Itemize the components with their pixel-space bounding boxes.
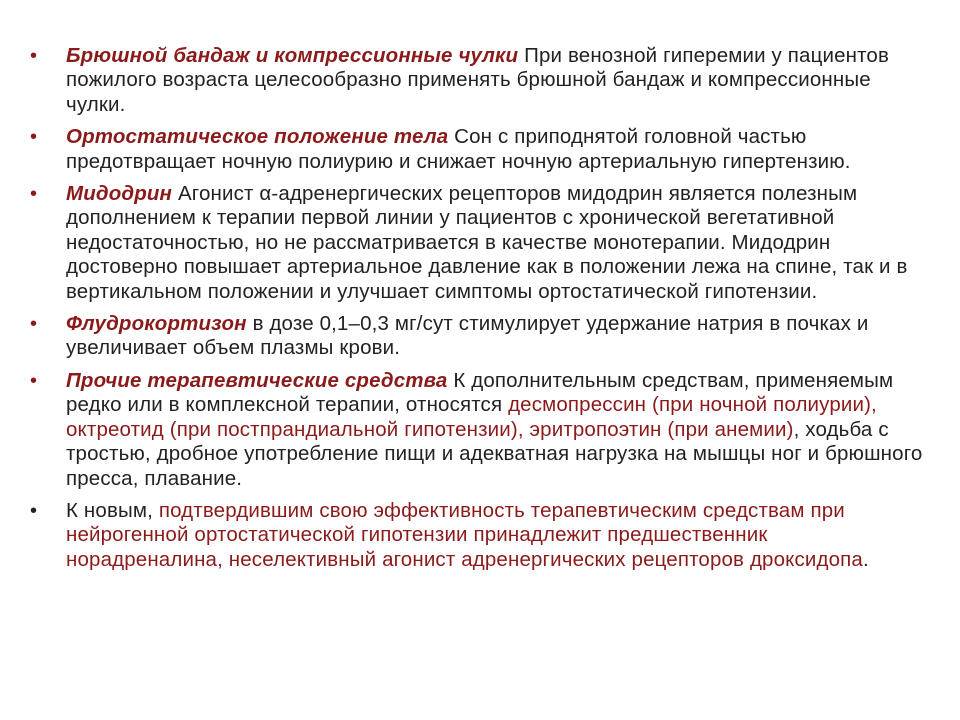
item-highlight: подтвердившим свою эффективность терапевтическим средствам при нейрогенной ортостатической гипотензии принадлежит предшественник норадреналина, неселективный агонист адренергических рецепторов дроксидопа [66,498,863,571]
term-other-therapeutics: Прочие терапевтические средства [66,368,448,392]
term-midodrine: Мидодрин [66,182,173,206]
bullet-icon: • [30,369,38,392]
bullet-icon: • [30,499,38,522]
item-text: К новым, [66,498,159,522]
bullet-item-other-therapeutics [30,369,930,491]
term-fludrocortisone: Флудрокортизон [66,312,247,336]
item-text: . [862,547,869,571]
bullet-icon: • [30,313,38,336]
item-text: При венозной гиперемии у пациентов пожилого возраста целесообразно применять брюшной бандаж и компрессионные чулки. [66,44,890,116]
bullet-item-droxidopa [30,499,930,572]
bullet-item-midodrine [30,182,930,304]
bullet-icon: • [30,126,38,149]
item-text: в дозе 0,1–0,3 мг/сут стимулирует удержание натрия в почках и увеличивает объем плазмы крови. [66,312,869,360]
term-abdominal-bandage: Брюшной бандаж и компрессионные чулки [66,44,519,67]
bullet-item-abdominal-bandage [30,44,930,117]
bullet-item-fludrocortisone [30,312,930,361]
term-orthostatic-position: Ортостатическое положение тела [66,125,449,149]
item-text: Агонист α-адренергических рецепторов мидодрин является полезным дополнением к терапии первой линии у пациентов с хронической вегетативной недостаточностью, но не рассматривается в качестве монотерапии. Мидодрин достоверно повышает артериальное давление как в положении лежа на спине, так и в вертикальном положении и улучшает симптомы ортостатической гипотензии. [66,182,908,303]
item-highlight: десмопрессин (при ночной полиурии), октреотид (при постпрандиальной гипотензии), эритропоэтин (при анемии) [66,393,877,441]
item-text: , ходьба с тростью, дробное употребление пищи и адекватная нагрузка на мышцы ног и брюшного пресса, плавание. [66,417,923,490]
bullet-item-orthostatic-position [30,125,930,174]
item-text: Сон с приподнятой головной частью предотвращает ночную полиурию и снижает ночную артериальную гипертензию. [66,125,851,173]
bullet-icon: • [30,45,38,67]
item-text: К дополнительным средствам, применяемым редко или в комплексной терапии, относятся [66,368,894,417]
bullet-icon: • [30,183,38,206]
bullet-list [30,44,930,580]
